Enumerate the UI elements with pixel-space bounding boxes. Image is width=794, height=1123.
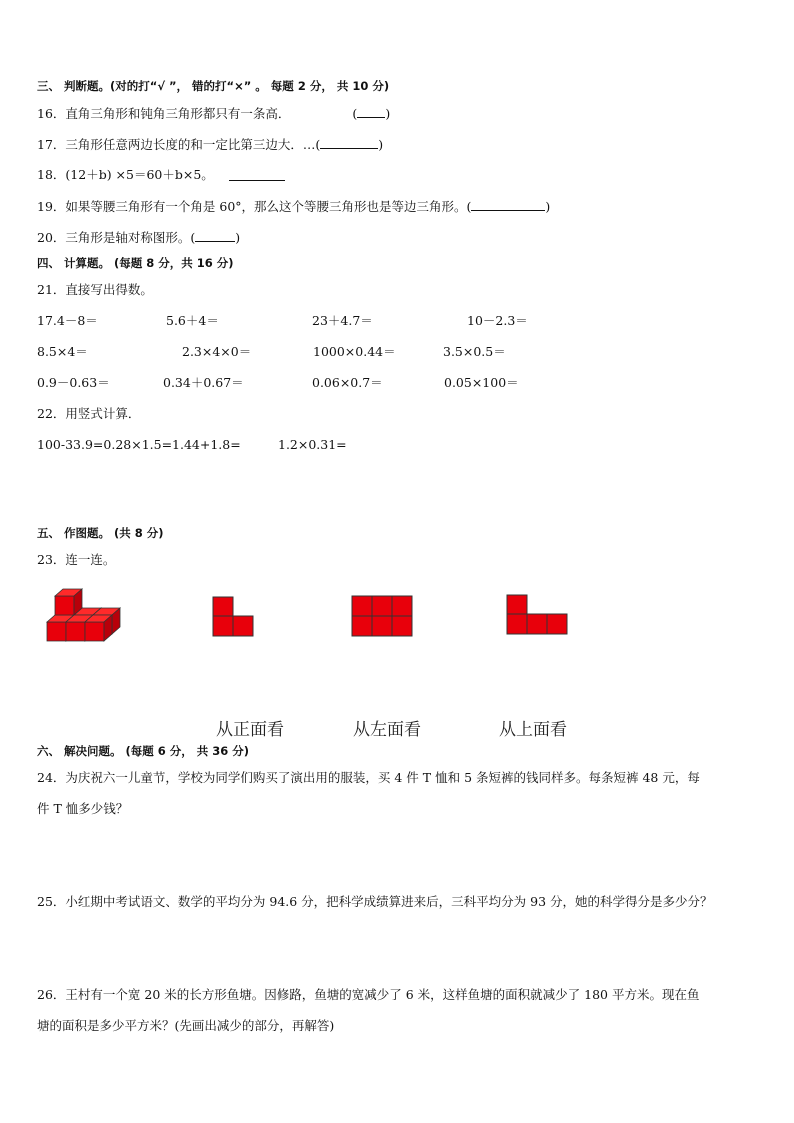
- calc-1-3: 23＋4.7＝: [312, 313, 373, 328]
- calc-2-2: 2.3×4×0＝: [182, 344, 252, 359]
- section3-title: 三、 判断题。(对的打“√ ”， 错的打“×” 。 每题 2 分， 共 10 分): [37, 79, 390, 93]
- calc-3-2: 0.34＋0.67＝: [163, 375, 244, 390]
- question-16: [37, 105, 390, 122]
- question-22-items-a: 100-33.9=0.28×1.5=1.44+1.8=: [37, 437, 241, 452]
- view-c-square-2: [527, 614, 547, 634]
- question-25: 25．小红期中考试语文、数学的平均分为 94.6 分，把科学成绩算进来后，三科平均分为 93 分，她的科学得分是多少分？: [37, 894, 713, 909]
- view-label-top[interactable]: 从上面看: [499, 720, 567, 740]
- view-b-square-4: [352, 616, 372, 636]
- view-c-squares: [507, 595, 567, 634]
- view-c-square-1: [507, 614, 527, 634]
- question-18: 18．(12＋b) ×5＝60＋b×5。: [37, 167, 214, 182]
- view-a-squares: [213, 597, 253, 636]
- view-b-squares: [352, 596, 412, 636]
- view-a-square-bottom-left: [213, 616, 233, 636]
- q16-right-paren: ): [385, 106, 391, 121]
- question-17-text: 17．三角形任意两边长度的和一定比第三边大．…(: [37, 137, 321, 152]
- view-b-square-6: [392, 616, 412, 636]
- view-figure-b[interactable]: [351, 595, 413, 637]
- view-c-square-top: [507, 595, 527, 614]
- view-a-square-bottom-right: [233, 616, 253, 636]
- view-a-square-top: [213, 597, 233, 616]
- calc-2-1: 8.5×4＝: [37, 344, 88, 359]
- question-21: 21．直接写出得数。: [37, 282, 153, 297]
- calc-2-4: 3.5×0.5＝: [443, 344, 506, 359]
- view-b-square-2: [372, 596, 392, 616]
- cube-stack-figure[interactable]: [45, 585, 135, 645]
- q19-right-paren: ): [545, 199, 551, 214]
- question-16-text: 16．直角三角形和钝角三角形都只有一条高．: [37, 106, 291, 121]
- section5-title: 五、 作图题。 (共 8 分): [37, 526, 164, 540]
- view-figure-a[interactable]: [212, 596, 256, 638]
- question-24-line-1: 24．为庆祝六一儿童节，学校为同学们购买了演出用的服装，买 4 件 T 恤和 5 条短裤的钱同样多。每条短裤 48 元，每: [37, 770, 700, 785]
- view-b-square-5: [372, 616, 392, 636]
- q16-left-paren: (: [352, 106, 358, 121]
- view-figure-c[interactable]: [506, 594, 568, 636]
- question-26-line-1: 26．王村有一个宽 20 米的长方形鱼塘。因修路，鱼塘的宽减少了 6 米，这样鱼塘的面积就减少了 180 平方米。现在鱼: [37, 987, 700, 1002]
- calc-1-4: 10－2.3＝: [467, 313, 528, 328]
- view-label-left[interactable]: 从左面看: [353, 720, 421, 740]
- calc-2-3: 1000×0.44＝: [313, 344, 396, 359]
- question-20-text: 20．三角形是轴对称图形。(: [37, 230, 196, 245]
- answer-blank-19[interactable]: [471, 198, 545, 211]
- question-23: 23．连一连。: [37, 552, 116, 567]
- q17-right-paren: ): [378, 137, 384, 152]
- view-b-square-1: [352, 596, 372, 616]
- calc-1-2: 5.6＋4＝: [166, 313, 219, 328]
- cube-front-2-front: [66, 622, 85, 641]
- question-19-text: 19．如果等腰三角形有一个角是 60°，那么这个等腰三角形也是等边三角形。(: [37, 199, 472, 214]
- section4-title: 四、 计算题。 (每题 8 分，共 16 分): [37, 256, 234, 270]
- q20-right-paren: ): [235, 230, 241, 245]
- view-b-square-3: [392, 596, 412, 616]
- cube-solid: [47, 589, 120, 641]
- answer-blank-18[interactable]: [229, 168, 285, 181]
- question-20: [37, 229, 240, 246]
- question-17: [37, 136, 383, 153]
- answer-blank-17[interactable]: [320, 136, 378, 149]
- section6-title: 六、 解决问题。 (每题 6 分， 共 36 分): [37, 744, 250, 758]
- answer-blank-16[interactable]: [357, 105, 385, 118]
- answer-blank-20[interactable]: [195, 229, 235, 242]
- question-24-line-2: 件 T 恤多少钱？: [37, 801, 129, 816]
- view-label-front[interactable]: 从正面看: [216, 720, 284, 740]
- question-22: 22．用竖式计算．: [37, 406, 141, 421]
- question-19: [37, 198, 550, 215]
- question-22-items-b: 1.2×0.31=: [278, 437, 347, 452]
- calc-1-1: 17.4－8＝: [37, 313, 98, 328]
- calc-3-4: 0.05×100＝: [444, 375, 519, 390]
- question-26-line-2: 塘的面积是多少平方米？(先画出减少的部分，再解答): [37, 1018, 335, 1033]
- cube-front-1-front: [47, 622, 66, 641]
- calc-3-1: 0.9－0.63＝: [37, 375, 110, 390]
- cube-top-1-front: [55, 596, 74, 615]
- cube-front-3-front: [85, 622, 104, 641]
- calc-3-3: 0.06×0.7＝: [312, 375, 383, 390]
- view-c-square-3: [547, 614, 567, 634]
